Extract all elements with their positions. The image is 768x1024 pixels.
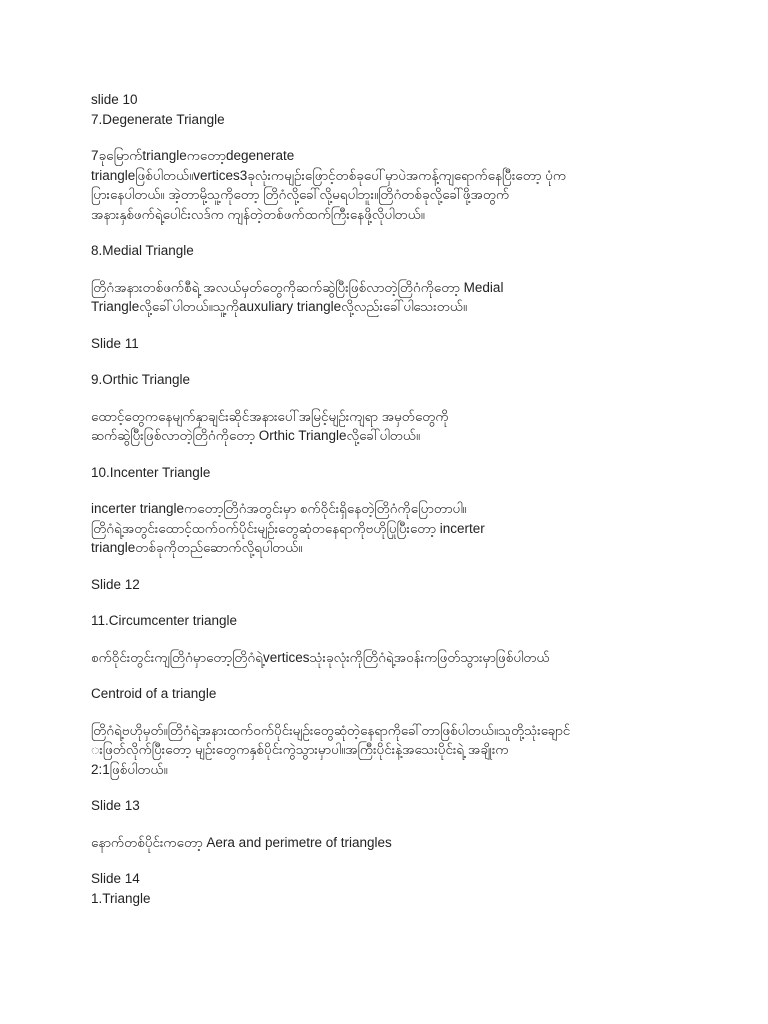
section-heading: 11.Circumcenter triangle xyxy=(91,613,238,628)
paragraph xyxy=(91,407,711,446)
paragraph-line: 7ခုမြောက်triangleကတော့degenerate xyxy=(91,148,295,163)
paragraph-line: triangleတစ်ခုကိုတည်ဆောက်လို့ရပါတယ်။ xyxy=(91,540,303,555)
slide-heading: slide 10 xyxy=(91,92,138,107)
slide-heading: Slide 12 xyxy=(91,576,140,592)
paragraph-line: နောက်တစ်ပိုင်းကတော့ Aera and perimetre of triangles xyxy=(91,834,392,850)
paragraph xyxy=(91,721,711,780)
paragraph xyxy=(91,499,711,558)
paragraph-line: တြိဂံအနားတစ်ဖက်စီရဲ့ အလယ်မှတ်တွေကိုဆက်ဆွဲပြီးဖြစ်လာတဲ့တြိဂံကိုတော့ Medial xyxy=(91,279,504,295)
paragraph-line: တြိဂံရဲ့ဗဟိုမှတ်။တြိဂံရဲ့အနားထက်ဝက်ပိုင်းမျဉ်းတွေဆုံတဲ့နေရာကိုခေါ်တာဖြစ်ပါတယ်။သူတို့သုံးချောင် xyxy=(91,722,571,738)
slide-heading: Slide 14 xyxy=(91,871,140,886)
paragraph xyxy=(91,648,711,668)
section-heading: 7.Degenerate Triangle xyxy=(91,111,225,127)
paragraph xyxy=(91,146,711,224)
paragraph xyxy=(91,833,711,853)
paragraph-line: းဖြတ်လိုက်ပြီးတော့ မျဉ်းတွေကနှစ်ပိုင်းကွဲသွားမှာပါ။အကြီးပိုင်းနဲ့အသေးပိုင်းရဲ့ အချိုးက xyxy=(91,742,509,757)
paragraph-line: Triangleလို့ခေါ်ပါတယ်။သူ့ကိုauxuliary triangleလို့လည်းခေါ်ပါသေးတယ်။ xyxy=(91,299,468,314)
slide-heading: Slide 11 xyxy=(91,335,139,351)
paragraph-line: စက်ဝိုင်းတွင်းကျတြိဂံမှာတော့တြိဂံရဲ့verticesသုံးခုလုံးကိုတြိဂံရဲ့အဝန်းကဖြတ်သွားမှာဖြစ်ပါတယ် xyxy=(91,649,550,665)
paragraph-line: ပြားနေပါတယ်။ အဲ့တာမို့သူ့ကိုတော့ တြိဂံလို့ခေါ်လို့မရပါဘူး။တြိဂံတစ်ခုလို့ခေါ်ဖို့အတွက် xyxy=(91,187,510,202)
section-heading: 10.Incenter Triangle xyxy=(91,464,211,480)
slide-heading: Slide 13 xyxy=(91,798,140,813)
document-page xyxy=(91,90,711,908)
paragraph-line: ထောင့်တွေကနေမျက်နှာချင်းဆိုင်အနားပေါ်အမြင့်မျဉ်းကျရာ အမှတ်တွေကို xyxy=(91,408,449,424)
section-heading: 8.Medial Triangle xyxy=(91,243,194,258)
paragraph-line: incerter triangleကတော့တြိဂံအတွင်းမှာ စက်ဝိုင်းရှိနေတဲ့တြိဂံကိုပြောတာပါ။ xyxy=(91,501,467,516)
section-heading: Centroid of a triangle xyxy=(91,686,217,701)
paragraph-line: triangleဖြစ်ပါတယ်။vertices3ခုလုံးကမျဉ်းဖြောင့်တစ်ခုပေါ်မှာပဲအကန့်ကျရောက်နေပြီးတော့ ပုံက xyxy=(91,167,567,183)
paragraph-line: အနားနှစ်ဖက်ရဲ့ပေါင်းလဒ်က ကျန်တဲ့တစ်ဖက်ထက်ကြီးနေဖို့လိုပါတယ်။ xyxy=(91,206,425,222)
paragraph xyxy=(91,278,711,317)
paragraph-line: 2:1ဖြစ်ပါတယ်။ xyxy=(91,761,168,777)
paragraph-line: တြိဂံရဲ့အတွင်းထောင့်ထက်ဝက်ပိုင်းမျဉ်းတွေဆုံတနေရာကိုဗဟိုပြုပြီးတော့ incerter xyxy=(91,520,485,536)
section-heading: 1.Triangle xyxy=(91,890,151,906)
paragraph-line: ဆက်ဆွဲပြီးဖြစ်လာတဲ့တြိဂံကိုတော့ Orthic Triangleလို့ခေါ်ပါတယ်။ xyxy=(91,428,421,443)
section-heading: 9.Orthic Triangle xyxy=(91,372,191,387)
